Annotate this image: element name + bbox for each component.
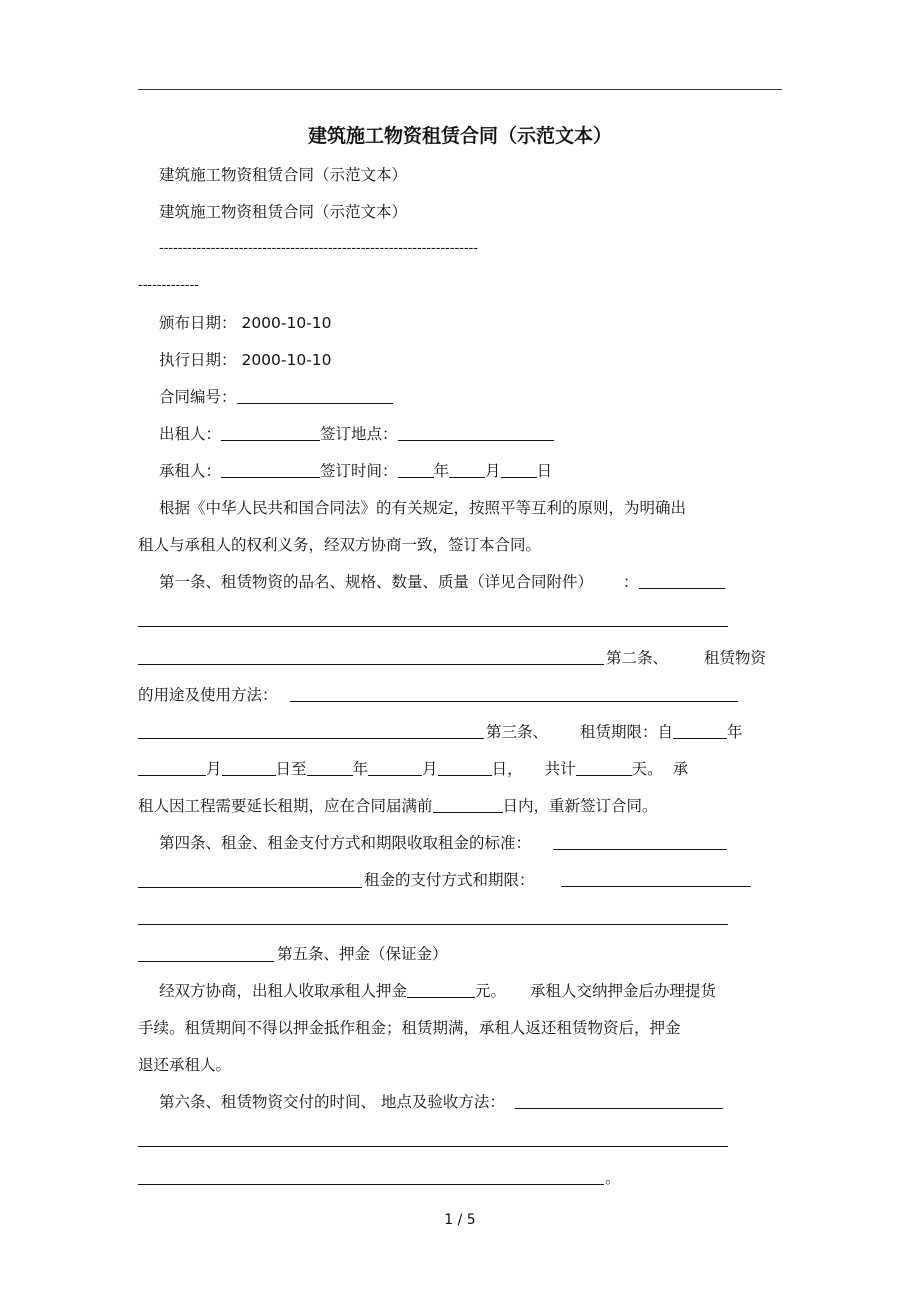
total-label: 共计 bbox=[544, 760, 576, 778]
article-4-leading-blank[interactable] bbox=[138, 887, 362, 888]
extension-text-end: 日内，重新签订合同。 bbox=[502, 797, 658, 815]
end-day-blank[interactable] bbox=[438, 760, 492, 776]
deposit-amount-blank[interactable] bbox=[407, 982, 475, 998]
year-unit: 年 bbox=[727, 723, 743, 741]
lessor-row bbox=[159, 424, 554, 444]
lessor-label: 出租人： bbox=[159, 425, 222, 443]
day-unit: 日 bbox=[536, 462, 553, 480]
article-3-period-label: 租赁期限：自 bbox=[580, 723, 674, 741]
payment-label: 租金的支付方式和期限： bbox=[364, 871, 535, 889]
article-4-text: 第四条、租金、租金支付方式和期限收取租金的标准： bbox=[159, 834, 532, 852]
article-2-usage-blank[interactable] bbox=[290, 686, 738, 702]
article-3-extension bbox=[138, 796, 658, 816]
article-6 bbox=[159, 1092, 723, 1112]
article-3-heading bbox=[486, 722, 743, 742]
article-2-head: 第二条、 bbox=[606, 649, 669, 667]
effective-date-row bbox=[159, 350, 332, 370]
article-4-blank-line[interactable] bbox=[138, 924, 728, 925]
publish-date-label: 颁布日期： bbox=[159, 314, 237, 332]
lessor-blank[interactable] bbox=[221, 425, 320, 441]
article-5-leading-blank[interactable] bbox=[138, 961, 274, 962]
article-6-blank-line[interactable] bbox=[138, 1146, 728, 1147]
article-6-blank-line[interactable] bbox=[138, 1184, 604, 1185]
article-4-payment bbox=[364, 870, 751, 890]
total-days-blank[interactable] bbox=[576, 760, 632, 776]
article-6-period: 。 bbox=[605, 1169, 621, 1187]
sign-place-blank[interactable] bbox=[398, 425, 554, 441]
year-unit: 年 bbox=[352, 760, 369, 778]
effective-date: 2000-10-10 bbox=[241, 351, 332, 369]
month-unit: 月 bbox=[206, 760, 222, 778]
article-1 bbox=[159, 572, 725, 592]
publish-date-row bbox=[159, 313, 332, 333]
delivery-blank[interactable] bbox=[515, 1093, 723, 1109]
day-to-label: 日至 bbox=[275, 760, 307, 778]
lessee-blank[interactable] bbox=[221, 462, 320, 478]
deposit-unit: 元。 bbox=[475, 982, 507, 1000]
start-year-blank[interactable] bbox=[673, 723, 727, 739]
days-end-label: 天。 bbox=[631, 760, 663, 778]
document-title: 建筑施工物资租赁合同（示范文本） bbox=[307, 125, 612, 147]
contract-number-row bbox=[159, 387, 393, 407]
start-day-blank[interactable] bbox=[222, 760, 276, 776]
lessee-short: 承 bbox=[672, 760, 689, 778]
end-month-blank[interactable] bbox=[368, 760, 422, 776]
page-number: 1 / 5 bbox=[444, 1212, 476, 1228]
intro-paragraph-line: 租人与承租人的权利义务，经双方协商一致，签订本合同。 bbox=[138, 536, 542, 554]
article-5-paragraph-line: 手续。租赁期间不得以押金抵作租金；租赁期满，承租人返还租赁物资后，押金 bbox=[138, 1019, 681, 1037]
article-2-usage bbox=[138, 685, 738, 705]
article-2-heading bbox=[606, 648, 766, 668]
extension-days-blank[interactable] bbox=[433, 797, 503, 813]
payment-blank[interactable] bbox=[561, 871, 751, 887]
sign-year-blank[interactable] bbox=[398, 462, 434, 478]
article-1-blank[interactable] bbox=[639, 573, 725, 589]
year-unit: 年 bbox=[433, 462, 450, 480]
article-1-blank-line[interactable] bbox=[138, 626, 728, 627]
month-unit: 月 bbox=[485, 462, 501, 480]
day-comma-label: 日， bbox=[491, 760, 523, 778]
end-year-blank[interactable] bbox=[307, 760, 353, 776]
month-unit: 月 bbox=[422, 760, 438, 778]
article-2-usage-label: 的用途及使用方法： bbox=[138, 686, 278, 704]
publish-date: 2000-10-10 bbox=[241, 314, 332, 332]
effective-date-label: 执行日期： bbox=[159, 351, 237, 369]
separator-line: -------------------------------------------------------------------- bbox=[159, 241, 478, 256]
lessee-label: 承租人： bbox=[159, 462, 222, 480]
sign-day-blank[interactable] bbox=[501, 462, 537, 478]
contract-number-blank[interactable] bbox=[237, 388, 393, 404]
deposit-text-cont: 承租人交纳押金后办理提货 bbox=[530, 982, 717, 1000]
deposit-text: 经双方协商，出租人收取承租人押金 bbox=[159, 982, 408, 1000]
article-4 bbox=[159, 833, 727, 853]
article-5-paragraph-line: 退还承租人。 bbox=[138, 1056, 232, 1074]
subtitle-line: 建筑施工物资租赁合同（示范文本） bbox=[159, 166, 408, 184]
article-1-colon: ： bbox=[623, 573, 639, 591]
lessee-row bbox=[159, 461, 552, 481]
article-1-text: 第一条、租赁物资的品名、规格、数量、质量（详见合同附件） bbox=[159, 573, 594, 591]
rent-standard-blank[interactable] bbox=[553, 834, 727, 850]
intro-paragraph-line: 根据《中华人民共和国合同法》的有关规定，按照平等互利的原则，为明确出 bbox=[159, 499, 687, 517]
subtitle-line: 建筑施工物资租赁合同（示范文本） bbox=[159, 203, 408, 221]
sign-time-label: 签订时间： bbox=[320, 462, 398, 480]
extension-text: 租人因工程需要延长租期，应在合同届满前 bbox=[138, 797, 433, 815]
sign-month-blank[interactable] bbox=[449, 462, 485, 478]
article-3-leading-blank[interactable] bbox=[138, 738, 484, 739]
article-2-tail: 租赁物资 bbox=[704, 649, 767, 667]
sign-place-label: 签订地点： bbox=[320, 425, 398, 443]
article-2-leading-blank[interactable] bbox=[138, 664, 604, 665]
article-5-paragraph bbox=[159, 981, 716, 1001]
article-3-head: 第三条、 bbox=[486, 723, 549, 741]
header-rule bbox=[138, 89, 782, 90]
contract-number-label: 合同编号： bbox=[159, 388, 237, 406]
separator-line: ------------- bbox=[138, 278, 199, 293]
article-5-heading: 第五条、押金（保证金） bbox=[277, 945, 448, 963]
article-6-text: 第六条、租赁物资交付的时间、 地点及验收方法： bbox=[159, 1093, 505, 1111]
start-month-blank[interactable] bbox=[138, 760, 206, 776]
article-3-dates bbox=[138, 759, 688, 779]
